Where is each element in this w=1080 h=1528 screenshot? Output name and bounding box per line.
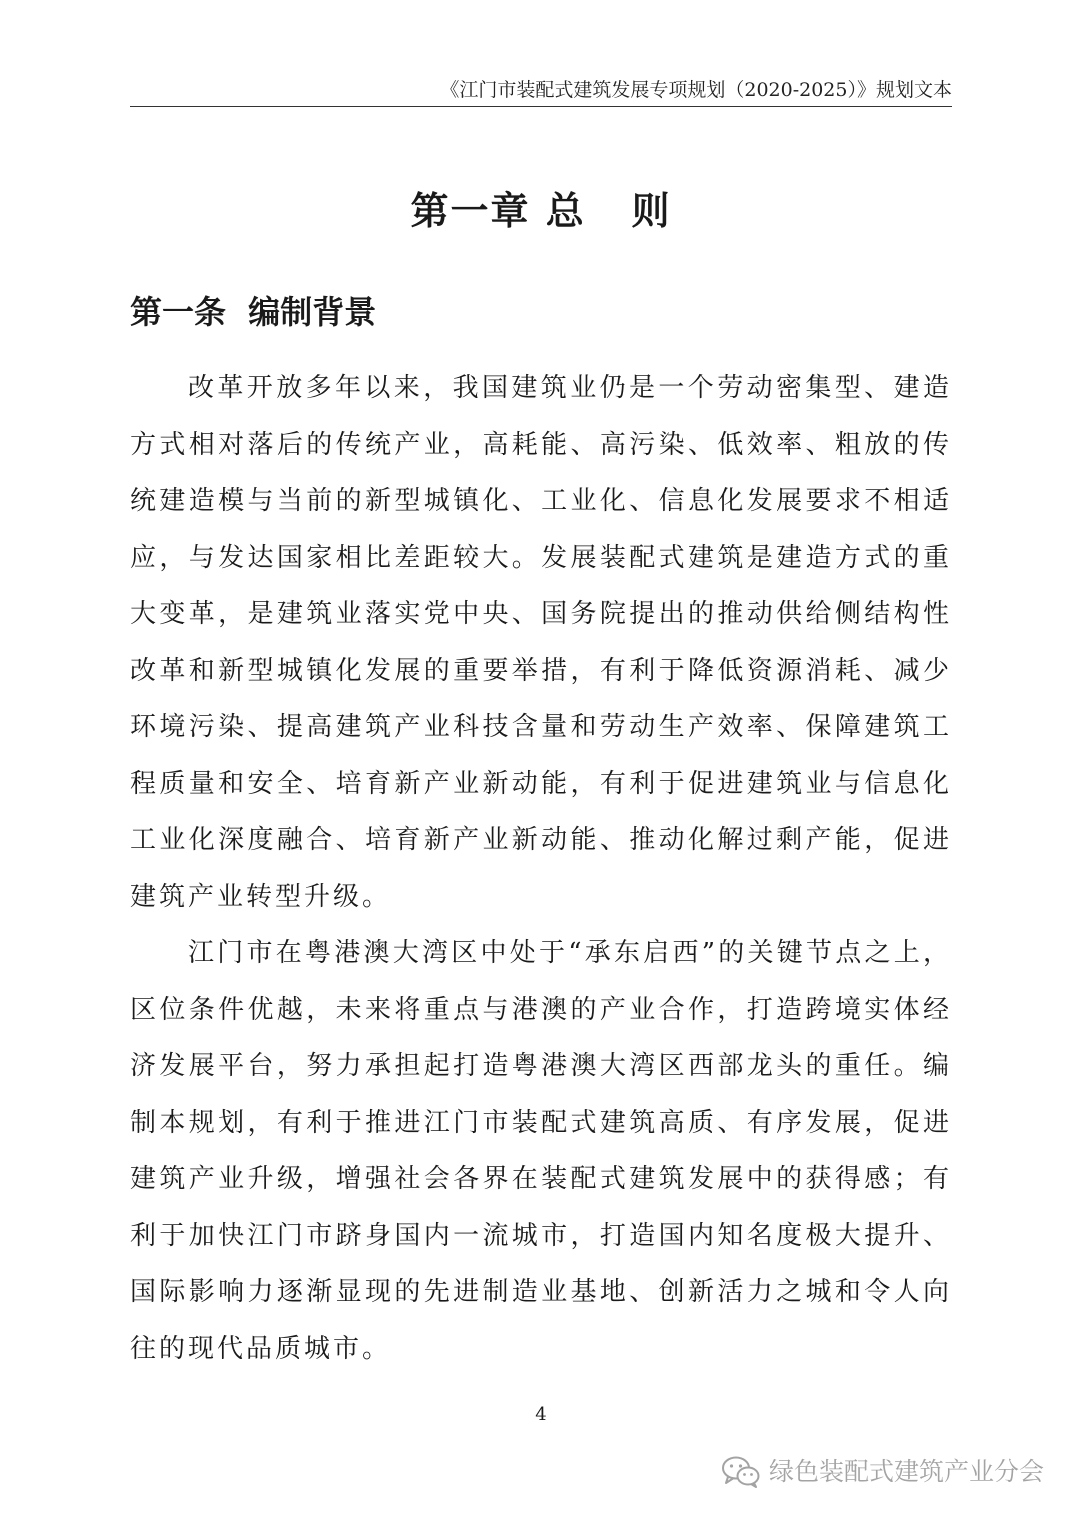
header-rule: [130, 106, 952, 107]
body-paragraph: 改革开放多年以来，我国建筑业仍是一个劳动密集型、建造方式相对落后的传统产业，高耗能、高污染、低效率、粗放的传统建造模与当前的新型城镇化、工业化、信息化发展要求不相适应，与发达国家相比差距较大。发展装配式建筑是建造方式的重大变革，是建筑业落实党中央、国务院提出的推动供给侧结构性改革和新型城镇化发展的重要举措，有利于降低资源消耗、减少环境污染、提高建筑产业科技含量和劳动生产效率、保障建筑工程质量和安全、培育新产业新动能，有利于促进建筑业与信息化工业化深度融合、培育新产业新动能、推动化解过剩产能，促进建筑产业转型升级。: [130, 373, 952, 912]
section-title: 第一条 编制背景: [130, 293, 377, 331]
watermark: [721, 1452, 1044, 1492]
wechat-icon: [721, 1455, 761, 1489]
chapter-title: 第一章 总 则: [410, 189, 672, 233]
running-header: 《江门市装配式建筑发展专项规划（2020-2025）》规划文本: [440, 79, 952, 101]
watermark-text: 绿色装配式建筑产业分会: [768, 1457, 1044, 1486]
body-paragraph: 江门市在粤港澳大湾区中处于“承东启西”的关键节点之上，区位条件优越，未来将重点与港澳的产业合作，打造跨境实体经济发展平台，努力承担起打造粤港澳大湾区西部龙头的重任。编制本规划，有利于推进江门市装配式建筑高质、有序发展，促进建筑产业升级，增强社会各界在装配式建筑发展中的获得感；有利于加快江门市跻身国内一流城市，打造国内知名度极大提升、国际影响力逐渐显现的先进制造业基地、创新活力之城和令人向往的现代品质城市。: [130, 938, 952, 1364]
page-number: 4: [535, 1404, 547, 1425]
